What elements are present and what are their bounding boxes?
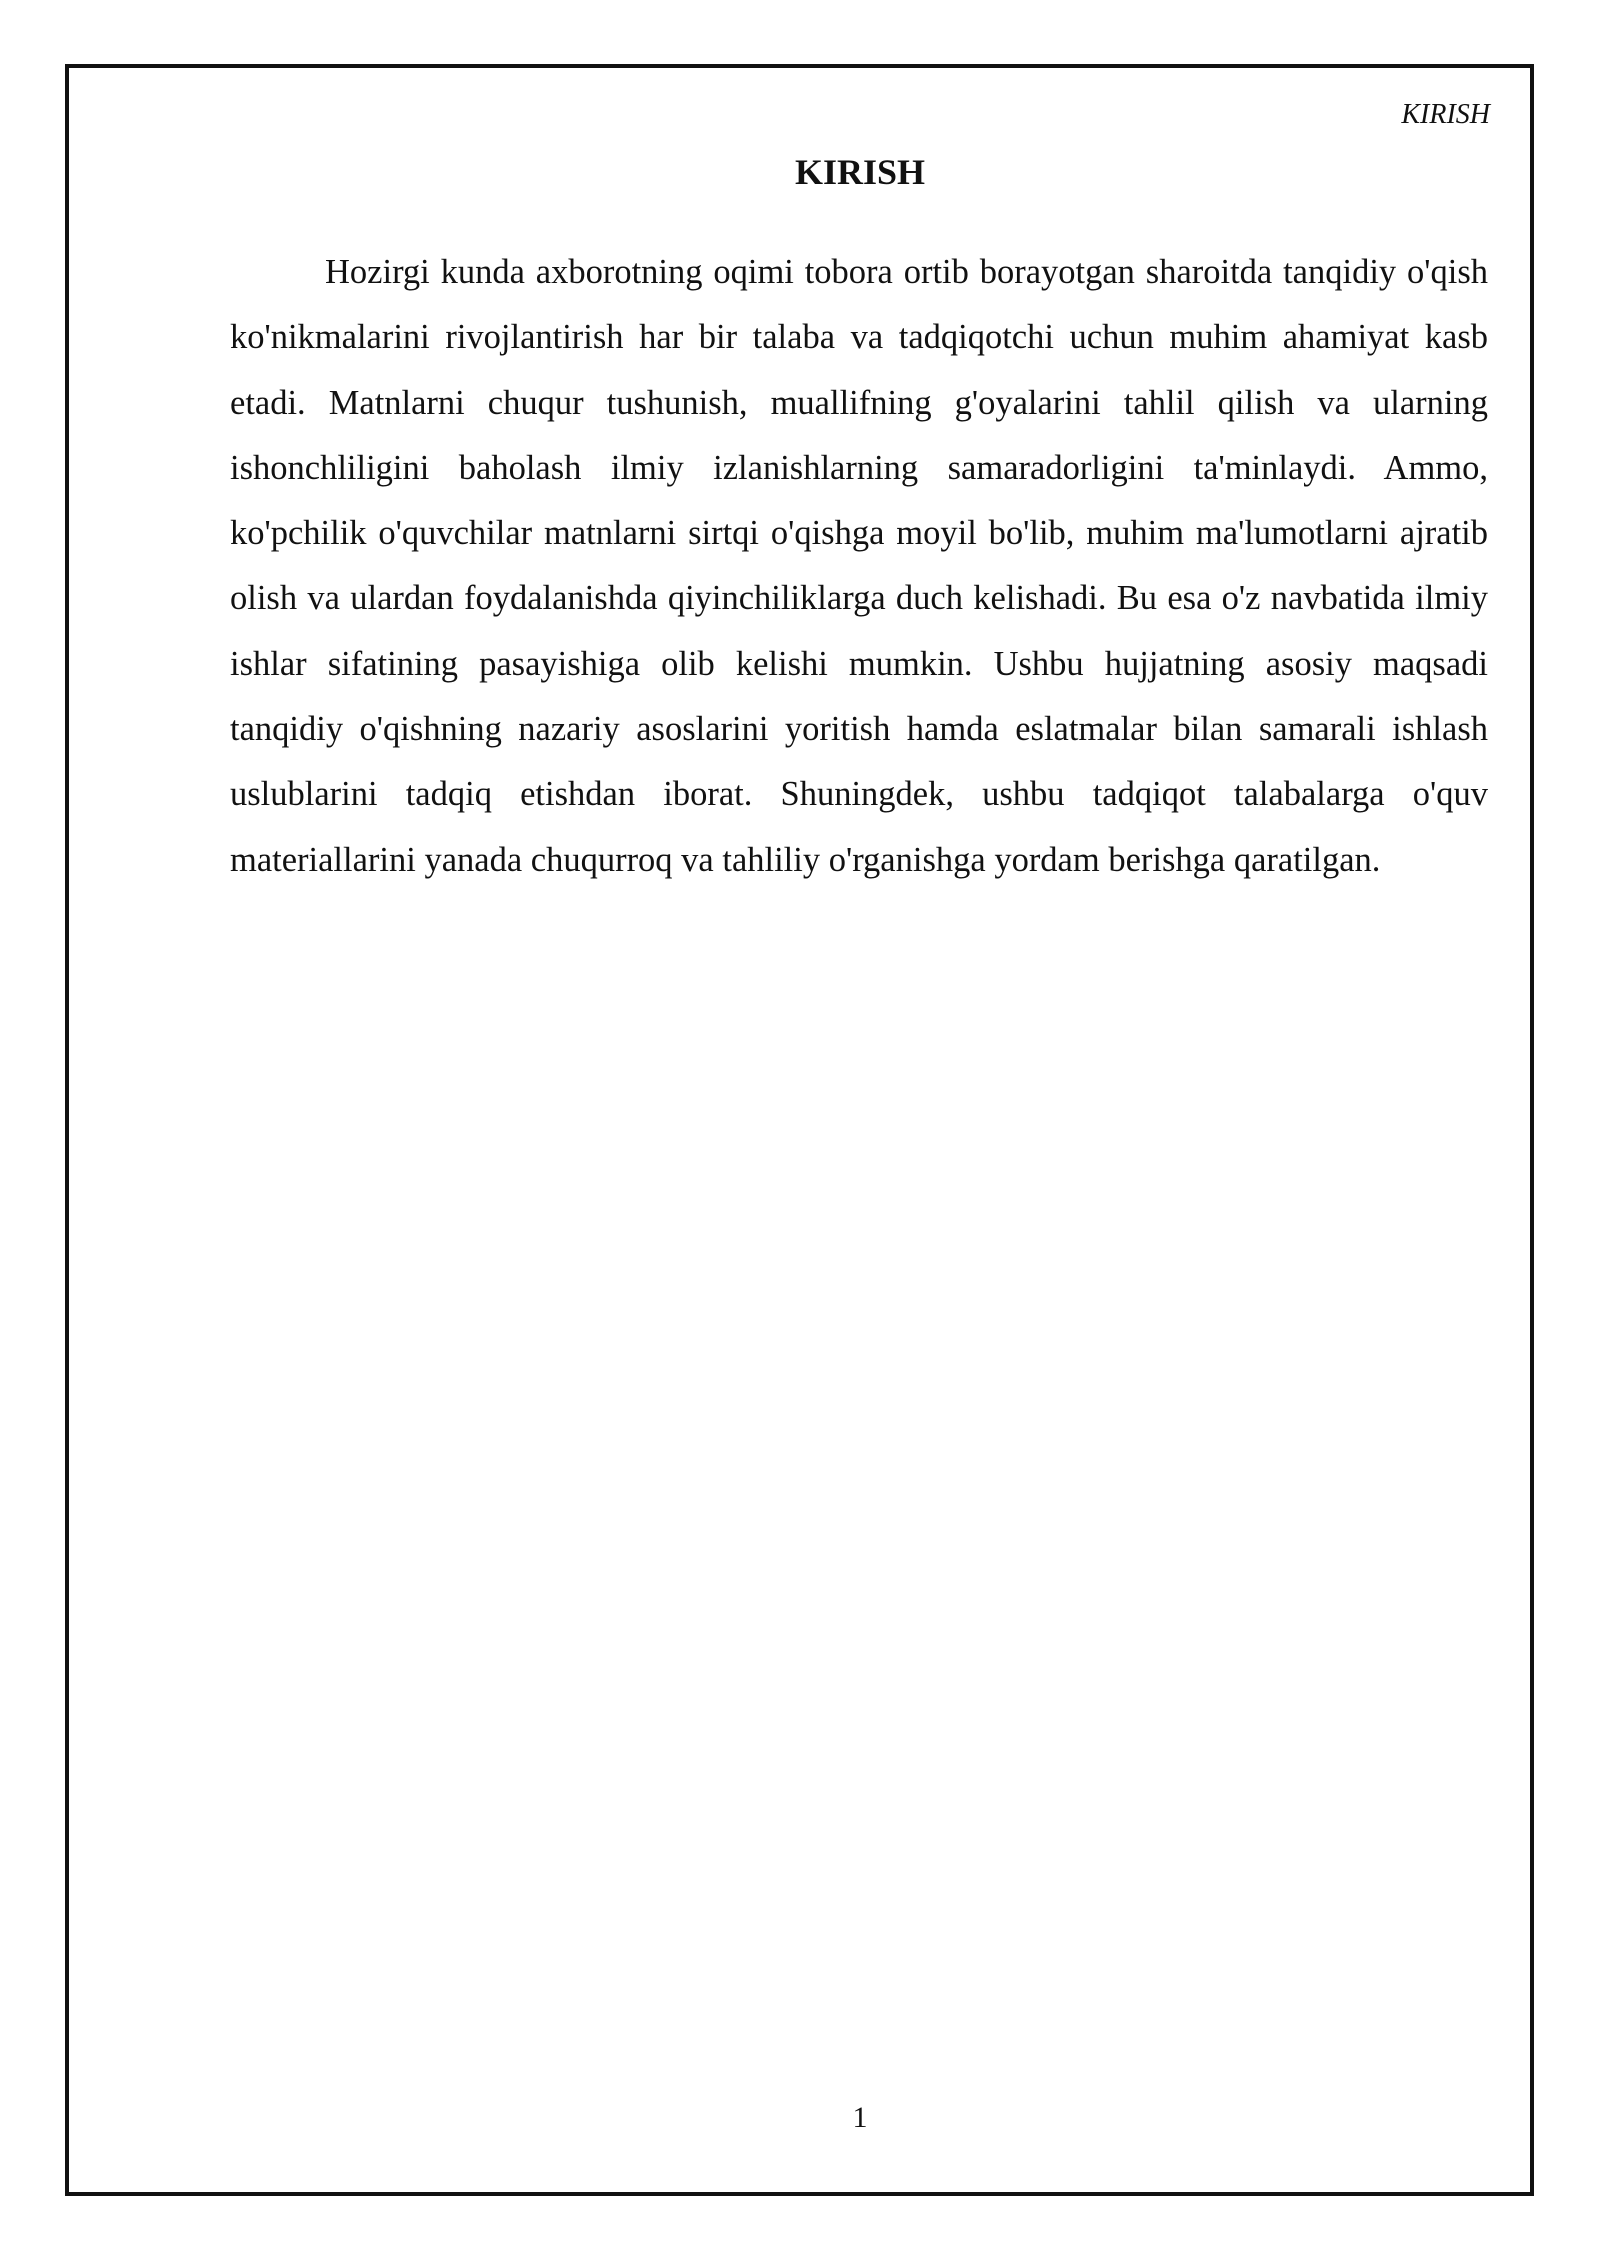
page-number: 1: [852, 2101, 868, 2134]
running-header: KIRISH: [1401, 99, 1490, 130]
body-paragraph: Hozirgi kunda axborotning oqimi tobora ortib borayotgan sharoitda tanqidiy o'qish ko'nikmalarini rivojlantirish har bir talaba va tadqiqotchi uchun muhim ahamiyat kasb etadi. Matnlarni chuqur tushunish, muallifning g'oyalarini tahlil qilish va ularning ishonchliligini baholash ilmiy izlanishlarning samaradorligini ta'minlaydi. Ammo, ko'pchilik o'quvchilar matnlarni sirtqi o'qishga moyil bo'lib, muhim ma'lumotlarni ajratib olish va ulardan foydalanishda qiyinchiliklarga duch kelishadi. Bu esa o'z navbatida ilmiy ishlar sifatining pasayishiga olib kelishi mumkin. Ushbu hujjatning asosiy maqsadi tanqidiy o'qishning nazariy asoslarini yoritish hamda eslatmalar bilan samarali ishlash uslublarini tadqiq etishdan iborat. Shuningdek, ushbu tadqiqot talabalarga o'quv materiallarini yanada chuqurroq va tahliliy o'rganishga yordam berishga qaratilgan.: [230, 253, 1488, 879]
page-title: KIRISH: [794, 152, 926, 192]
